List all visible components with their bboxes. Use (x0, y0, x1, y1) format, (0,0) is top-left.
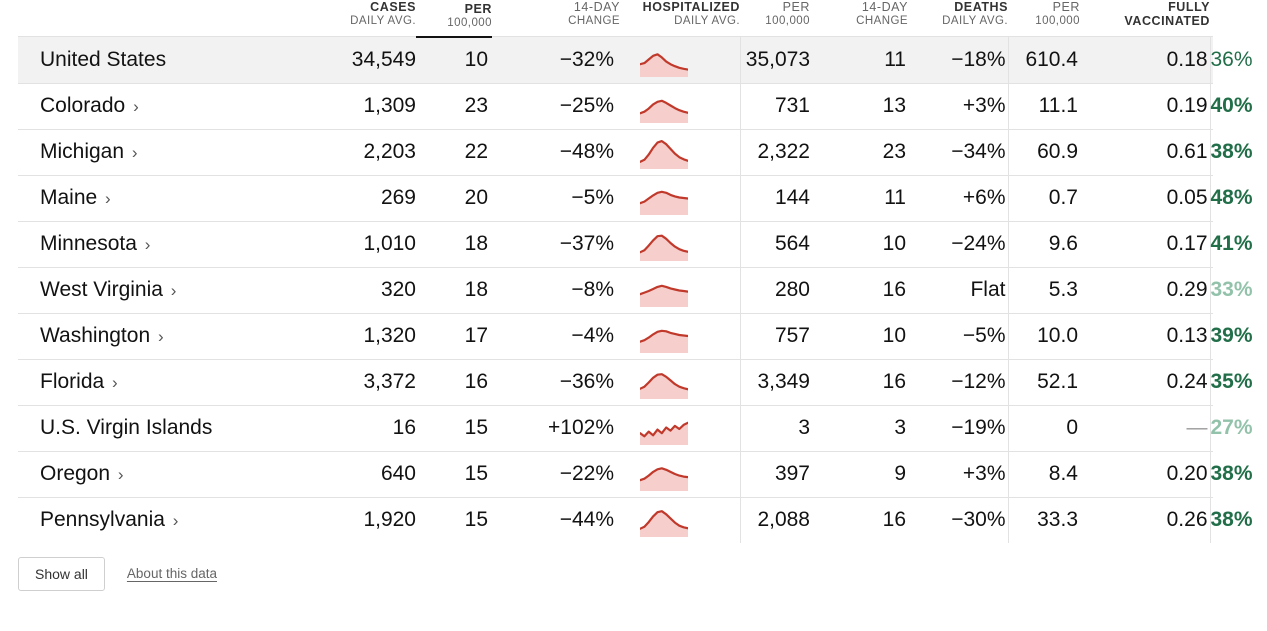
column-header-vaccinated-line2: VACCINATED (1124, 14, 1210, 28)
row-hosp-14-day-change: −30% (908, 497, 1008, 543)
row-cases-trend-sparkline (620, 37, 740, 84)
row-cases-daily-avg: 1,320 (318, 313, 416, 359)
row-deaths-per-100k: 0.61 (1080, 129, 1210, 175)
row-cases-trend-sparkline (620, 497, 740, 543)
row-cases-trend-sparkline (620, 451, 740, 497)
row-hosp-per-100k: 9 (810, 451, 908, 497)
column-header-deaths-per-line2: 100,000 (1035, 15, 1080, 28)
row-cases-per-100k: 16 (416, 359, 492, 405)
row-place-name[interactable]: United States (18, 37, 318, 84)
table-row[interactable] (18, 83, 1213, 129)
row-cases-per-100k: 22 (416, 129, 492, 175)
chevron-right-icon: › (133, 97, 139, 116)
row-deaths-daily-avg: 0.7 (1008, 175, 1080, 221)
row-deaths-daily-avg: 10.0 (1008, 313, 1080, 359)
table-row[interactable] (18, 129, 1213, 175)
row-hospitalized-daily-avg: 144 (740, 175, 810, 221)
column-header-hosp-per-100k[interactable] (740, 0, 810, 37)
table-row[interactable] (18, 359, 1213, 405)
column-header-hospitalized[interactable] (620, 0, 740, 37)
row-hosp-14-day-change: −18% (908, 37, 1008, 84)
row-hosp-per-100k: 13 (810, 83, 908, 129)
row-deaths-daily-avg: 610.4 (1008, 37, 1080, 84)
row-cases-daily-avg: 1,010 (318, 221, 416, 267)
row-cases-14-day-change: −8% (492, 267, 620, 313)
chevron-right-icon: › (117, 465, 124, 484)
row-place-name[interactable]: Minnesota › (18, 221, 318, 267)
row-cases-14-day-change: −32% (492, 37, 620, 84)
row-cases-14-day-change: −44% (492, 497, 620, 543)
row-fully-vaccinated: 38% (1210, 497, 1213, 543)
row-deaths-daily-avg: 5.3 (1008, 267, 1080, 313)
row-cases-daily-avg: 34,549 (318, 37, 416, 84)
row-deaths-daily-avg: 8.4 (1008, 451, 1080, 497)
row-hosp-per-100k: 16 (810, 267, 908, 313)
header-row (18, 0, 1213, 37)
table-body (18, 37, 1253, 543)
table-row[interactable] (18, 497, 1213, 543)
row-hosp-per-100k: 3 (810, 405, 908, 451)
row-deaths-per-100k: 0.05 (1080, 175, 1210, 221)
covid-data-table (18, 0, 1253, 543)
column-header-hosp-per-line1: PER (782, 0, 810, 15)
column-header-deaths[interactable] (908, 0, 1008, 37)
row-cases-per-100k: 15 (416, 497, 492, 543)
row-cases-daily-avg: 3,372 (318, 359, 416, 405)
table-row[interactable] (18, 405, 1213, 451)
column-header-cases-per-line2: 100,000 (447, 16, 492, 29)
row-deaths-per-100k: 0.26 (1080, 497, 1210, 543)
row-cases-daily-avg: 1,920 (318, 497, 416, 543)
row-cases-per-100k: 15 (416, 451, 492, 497)
row-hospitalized-daily-avg: 2,322 (740, 129, 810, 175)
table-row[interactable] (18, 221, 1213, 267)
column-header-deaths-per-100k[interactable] (1008, 0, 1080, 37)
row-cases-trend-sparkline (620, 221, 740, 267)
chevron-right-icon: › (131, 143, 138, 162)
row-cases-14-day-change: −25% (492, 83, 620, 129)
row-fully-vaccinated: 40% (1210, 83, 1213, 129)
row-cases-per-100k: 17 (416, 313, 492, 359)
row-deaths-daily-avg: 11.1 (1008, 83, 1080, 129)
row-cases-trend-sparkline (620, 405, 740, 451)
table-row[interactable] (18, 175, 1213, 221)
row-hosp-per-100k: 11 (810, 37, 908, 84)
row-fully-vaccinated: 41% (1210, 221, 1213, 267)
row-hospitalized-daily-avg: 35,073 (740, 37, 810, 84)
row-hosp-14-day-change: +3% (908, 83, 1008, 129)
row-hospitalized-daily-avg: 280 (740, 267, 810, 313)
column-header-hosp-per-line2: 100,000 (765, 15, 810, 28)
row-cases-per-100k: 15 (416, 405, 492, 451)
row-hospitalized-daily-avg: 3,349 (740, 359, 810, 405)
row-cases-per-100k: 10 (416, 37, 492, 84)
row-cases-trend-sparkline (620, 313, 740, 359)
show-all-button[interactable]: Show all (18, 557, 105, 591)
column-header-cases[interactable] (318, 0, 416, 37)
row-place-name[interactable]: Michigan › (18, 129, 318, 175)
row-deaths-daily-avg: 0 (1008, 405, 1080, 451)
row-cases-14-day-change: −5% (492, 175, 620, 221)
row-hosp-14-day-change: −5% (908, 313, 1008, 359)
column-header-hospitalized-line1: HOSPITALIZED (642, 0, 740, 15)
column-header-deaths-line2: DAILY AVG. (942, 15, 1008, 28)
row-deaths-per-100k: 0.13 (1080, 313, 1210, 359)
row-fully-vaccinated: 39% (1210, 313, 1213, 359)
table-header (18, 0, 1213, 37)
column-header-deaths-line1: DEATHS (954, 0, 1008, 15)
column-header-cases-change-line2: CHANGE (568, 15, 620, 28)
row-deaths-per-100k: 0.20 (1080, 451, 1210, 497)
row-place-name[interactable]: Florida › (18, 359, 318, 405)
row-hosp-per-100k: 11 (810, 175, 908, 221)
row-hosp-per-100k: 10 (810, 313, 908, 359)
row-cases-14-day-change: +102% (492, 405, 620, 451)
row-hosp-per-100k: 16 (810, 497, 908, 543)
row-cases-14-day-change: −37% (492, 221, 620, 267)
row-hosp-14-day-change: Flat (908, 267, 1008, 313)
row-hosp-14-day-change: −12% (908, 359, 1008, 405)
table-row[interactable] (18, 313, 1213, 359)
row-fully-vaccinated: 48% (1210, 175, 1213, 221)
table-row[interactable] (18, 451, 1213, 497)
row-hosp-14-day-change: −24% (908, 221, 1008, 267)
row-cases-trend-sparkline (620, 83, 740, 129)
row-fully-vaccinated: 33% (1210, 267, 1213, 313)
column-header-place (18, 0, 318, 37)
row-cases-trend-sparkline (620, 175, 740, 221)
row-deaths-per-100k: 0.18 (1080, 37, 1210, 84)
chevron-right-icon: › (144, 235, 151, 254)
row-cases-daily-avg: 2,203 (318, 129, 416, 175)
column-header-hosp-change-line2: CHANGE (856, 15, 908, 28)
table-row[interactable] (18, 267, 1213, 313)
row-cases-trend-sparkline (620, 129, 740, 175)
chevron-right-icon: › (170, 281, 177, 300)
row-fully-vaccinated: 38% (1210, 129, 1213, 175)
row-place-name[interactable]: Maine › (18, 175, 318, 221)
column-header-deaths-per-line1: PER (1052, 0, 1080, 15)
row-cases-trend-sparkline (620, 267, 740, 313)
column-header-fully-vaccinated[interactable] (1080, 0, 1210, 37)
column-header-hospitalized-line2: DAILY AVG. (674, 15, 740, 28)
row-place-name[interactable]: Colorado › (18, 83, 318, 129)
row-fully-vaccinated: 27% (1210, 405, 1213, 451)
row-place-name[interactable]: Washington › (18, 313, 318, 359)
row-deaths-per-100k: 0.19 (1080, 83, 1210, 129)
row-hosp-14-day-change: −19% (908, 405, 1008, 451)
column-header-vaccinated-line1: FULLY (1168, 0, 1210, 14)
row-hospitalized-daily-avg: 3 (740, 405, 810, 451)
row-cases-daily-avg: 640 (318, 451, 416, 497)
row-cases-per-100k: 18 (416, 267, 492, 313)
row-hosp-per-100k: 23 (810, 129, 908, 175)
row-place-name[interactable]: Pennsylvania › (18, 497, 318, 543)
column-header-cases-change-line1: 14-DAY (573, 0, 620, 15)
column-header-hosp-14-day-change[interactable] (810, 0, 908, 37)
column-header-cases-line1: CASES (370, 0, 416, 15)
table-footer (0, 557, 1267, 591)
row-hospitalized-daily-avg: 2,088 (740, 497, 810, 543)
row-hosp-per-100k: 10 (810, 221, 908, 267)
row-cases-trend-sparkline (620, 359, 740, 405)
about-this-data-link[interactable]: About this data (126, 566, 217, 581)
chevron-right-icon: › (172, 511, 179, 530)
row-deaths-per-100k: 0.24 (1080, 359, 1210, 405)
row-deaths-per-100k: 0.29 (1080, 267, 1210, 313)
row-cases-daily-avg: 320 (318, 267, 416, 313)
row-deaths-per-100k: 0.17 (1080, 221, 1210, 267)
row-cases-14-day-change: −4% (492, 313, 620, 359)
chevron-right-icon: › (112, 373, 118, 392)
row-fully-vaccinated: 36% (1210, 37, 1213, 84)
row-place-name[interactable]: West Virginia › (18, 267, 318, 313)
column-header-cases-per-line1: PER (464, 1, 492, 16)
row-cases-14-day-change: −48% (492, 129, 620, 175)
row-cases-14-day-change: −22% (492, 451, 620, 497)
row-deaths-daily-avg: 9.6 (1008, 221, 1080, 267)
row-deaths-daily-avg: 60.9 (1008, 129, 1080, 175)
row-cases-per-100k: 20 (416, 175, 492, 221)
table-row[interactable] (18, 37, 1213, 84)
row-place-name[interactable]: Oregon › (18, 451, 318, 497)
row-hospitalized-daily-avg: 757 (740, 313, 810, 359)
column-header-hosp-change-line1: 14-DAY (861, 0, 908, 15)
chevron-right-icon: › (157, 327, 164, 346)
column-header-cases-per-100k[interactable] (416, 0, 492, 37)
column-header-cases-14-day-change[interactable] (492, 0, 620, 37)
row-deaths-daily-avg: 52.1 (1008, 359, 1080, 405)
row-deaths-per-100k: — (1080, 405, 1210, 451)
row-cases-daily-avg: 269 (318, 175, 416, 221)
row-hospitalized-daily-avg: 731 (740, 83, 810, 129)
column-header-cases-line2: DAILY AVG. (350, 15, 416, 28)
row-hospitalized-daily-avg: 564 (740, 221, 810, 267)
chevron-right-icon: › (105, 189, 111, 208)
row-fully-vaccinated: 35% (1210, 359, 1213, 405)
row-hosp-14-day-change: −34% (908, 129, 1008, 175)
row-cases-daily-avg: 16 (318, 405, 416, 451)
row-cases-per-100k: 18 (416, 221, 492, 267)
row-cases-per-100k: 23 (416, 83, 492, 129)
row-deaths-daily-avg: 33.3 (1008, 497, 1080, 543)
row-fully-vaccinated: 38% (1210, 451, 1213, 497)
row-cases-daily-avg: 1,309 (318, 83, 416, 129)
row-hosp-14-day-change: +3% (908, 451, 1008, 497)
row-hospitalized-daily-avg: 397 (740, 451, 810, 497)
row-cases-14-day-change: −36% (492, 359, 620, 405)
row-place-name[interactable]: U.S. Virgin Islands (18, 405, 318, 451)
row-hosp-per-100k: 16 (810, 359, 908, 405)
row-hosp-14-day-change: +6% (908, 175, 1008, 221)
